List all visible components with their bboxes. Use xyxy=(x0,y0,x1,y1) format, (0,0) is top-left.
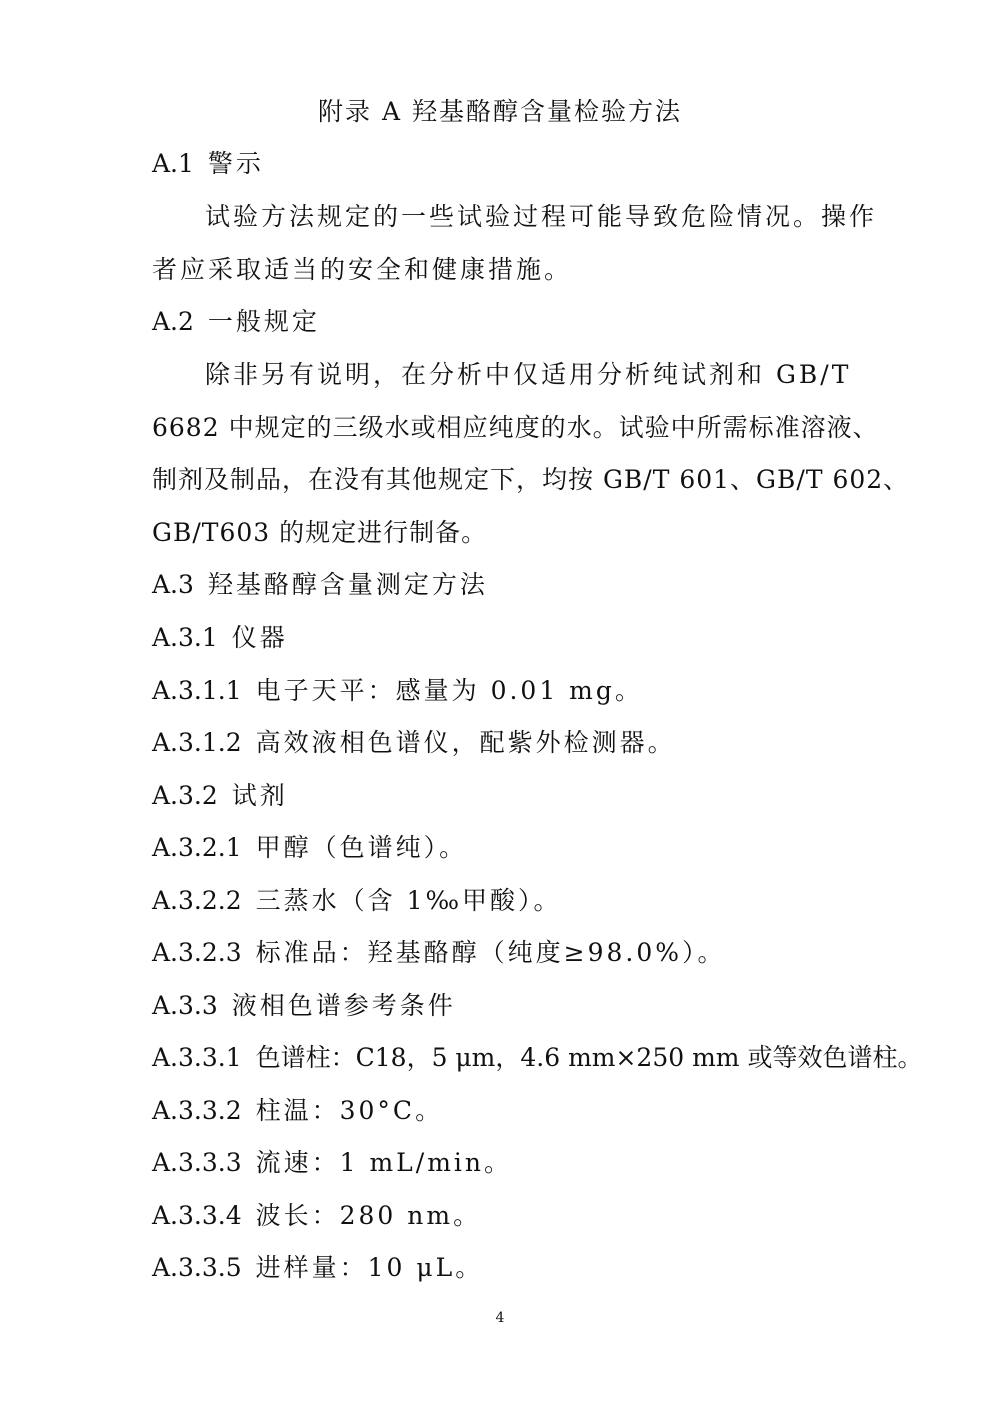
section-number: A.3.2 xyxy=(152,781,218,810)
item-number: A.3.1.1 xyxy=(152,676,242,705)
paragraph-line: 制剂及制品，在没有其他规定下，均按 GB/T 601、GB/T 602、 xyxy=(152,465,910,494)
paragraph-line: 6682 中规定的三级水或相应纯度的水。试验中所需标准溶液、 xyxy=(152,413,879,442)
list-item xyxy=(152,1038,922,1078)
item-text: 流速：1 mL/min。 xyxy=(255,1148,513,1177)
subsection-a33-heading xyxy=(152,986,456,1026)
item-text: 波长：280 nm。 xyxy=(255,1201,482,1230)
section-a3-heading xyxy=(152,565,488,605)
item-text: 进样量：10 μL。 xyxy=(255,1253,484,1282)
list-item xyxy=(152,1196,481,1236)
subsection-a31-heading xyxy=(152,618,288,658)
item-number: A.3.3.4 xyxy=(152,1201,242,1230)
subsection-a32-heading xyxy=(152,776,288,816)
paragraph-line: GB/T603 的规定进行制备。 xyxy=(152,518,488,547)
section-title: 一般规定 xyxy=(207,307,320,336)
section-number: A.1 xyxy=(152,149,194,178)
section-number: A.3.3 xyxy=(152,991,218,1020)
item-number: A.3.1.2 xyxy=(152,728,242,757)
section-title: 试剂 xyxy=(231,781,288,810)
item-text: 三蒸水（含 1‰甲酸）。 xyxy=(255,886,562,915)
paragraph-line: 者应采取适当的安全和健康措施。 xyxy=(152,255,573,284)
item-number: A.3.2.1 xyxy=(152,833,242,862)
list-item xyxy=(152,723,676,763)
list-item xyxy=(152,828,467,868)
section-title: 羟基酪醇含量测定方法 xyxy=(207,570,488,599)
appendix-title: 附录 A 羟基酪醇含量检验方法 xyxy=(318,97,682,126)
section-title: 液相色谱参考条件 xyxy=(231,991,456,1020)
item-number: A.3.3.2 xyxy=(152,1096,242,1125)
item-number: A.3.3.5 xyxy=(152,1253,242,1282)
item-number: A.3.2.2 xyxy=(152,886,242,915)
section-number: A.2 xyxy=(152,307,194,336)
list-item xyxy=(152,1143,512,1183)
section-a2-heading xyxy=(152,302,320,342)
section-number: A.3.1 xyxy=(152,623,218,652)
item-number: A.3.3.1 xyxy=(152,1043,242,1072)
section-title: 警示 xyxy=(207,149,264,178)
section-a1-heading xyxy=(152,144,264,184)
item-text: 电子天平：感量为 0.01 mg。 xyxy=(255,676,643,705)
section-number: A.3 xyxy=(152,570,194,599)
section-title: 仪器 xyxy=(231,623,288,652)
item-number: A.3.3.3 xyxy=(152,1148,242,1177)
item-text: 色谱柱：C18，5 μm，4.6 mm×250 mm 或等效色谱柱。 xyxy=(255,1043,923,1072)
page-number: 4 xyxy=(495,1310,505,1326)
paragraph-line: 除非另有说明，在分析中仅适用分析纯试剂和 GB/T xyxy=(205,360,852,389)
item-text: 高效液相色谱仪，配紫外检测器。 xyxy=(255,728,676,757)
list-item xyxy=(152,1248,483,1288)
item-text: 甲醇（色谱纯）。 xyxy=(255,833,468,862)
item-text: 柱温：30°C。 xyxy=(255,1096,444,1125)
list-item xyxy=(152,1091,443,1131)
item-number: A.3.2.3 xyxy=(152,938,242,967)
list-item xyxy=(152,671,643,711)
item-text: 标准品：羟基酪醇（纯度≥98.0%）。 xyxy=(255,938,726,967)
list-item xyxy=(152,933,726,973)
list-item xyxy=(152,881,562,921)
paragraph-line: 试验方法规定的一些试验过程可能导致危险情况。操作 xyxy=(205,202,878,231)
